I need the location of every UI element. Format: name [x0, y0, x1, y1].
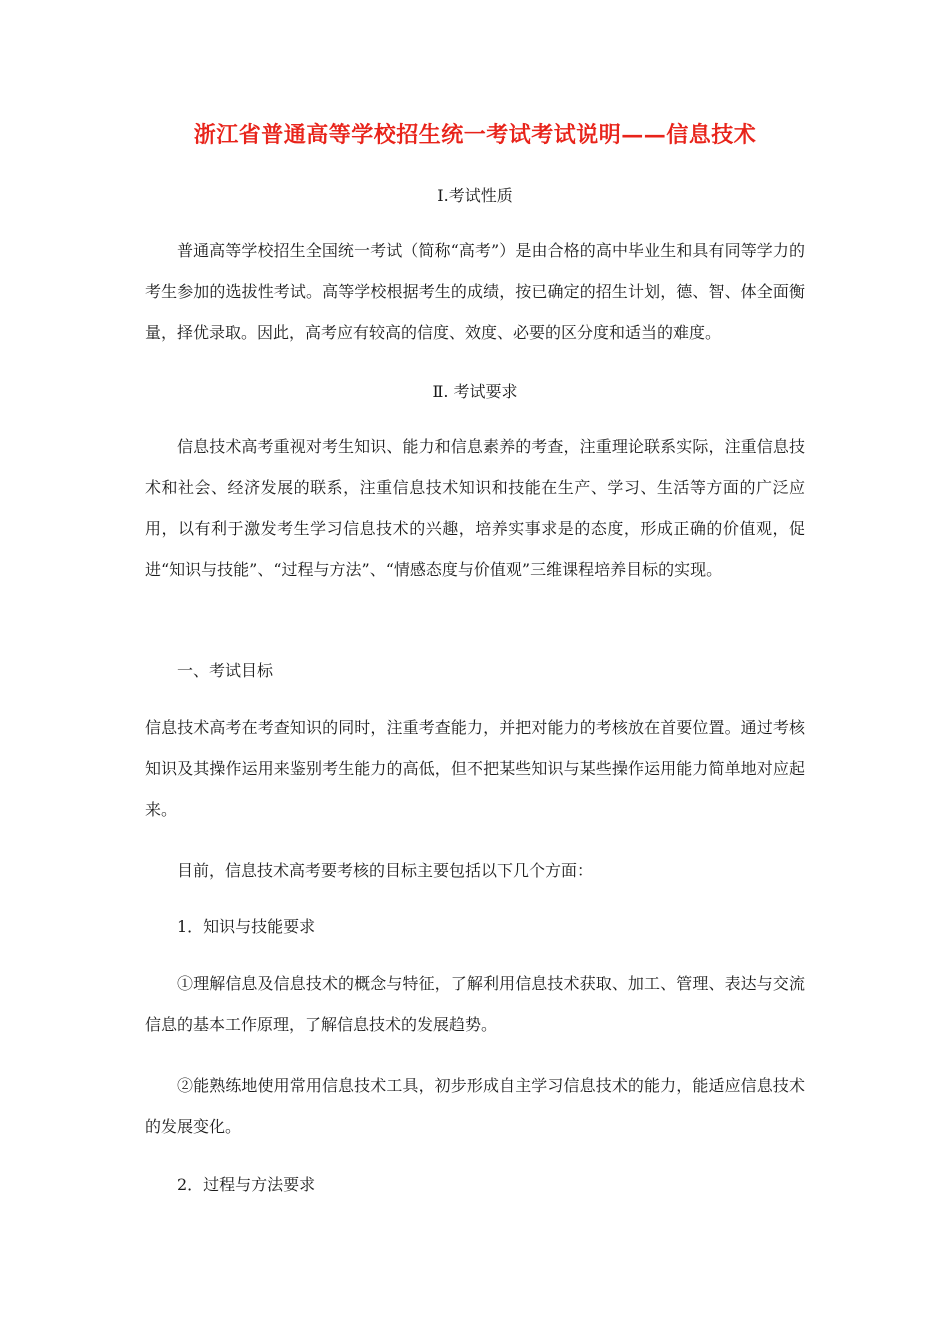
paragraph-exam-requirements: 信息技术高考重视对考生知识、能力和信息素养的考查，注重理论联系实际，注重信息技术和社会、经济发展的联系，注重信息技术知识和技能在生产、学习、生活等方面的广泛应用，以有利于激发考生学习信息技术的兴趣，培养实事求是的态度，形成正确的价值观，促进“知识与技能”、“过程与方法”、“情感态度与价值观”三维课程培养目标的实现。 — [145, 437, 805, 579]
section-heading-exam-nature: Ⅰ.考试性质 — [437, 186, 513, 205]
subsection-heading-exam-goals: 一、考试目标 — [177, 661, 274, 680]
section-heading-exam-requirements: Ⅱ. 考试要求 — [432, 382, 518, 401]
intro-line: 目前，信息技术高考要考核的目标主要包括以下几个方面： — [177, 861, 594, 880]
item-heading-process-methods: 2．过程与方法要求 — [177, 1175, 316, 1194]
document-title: 浙江省普通高等学校招生统一考试考试说明——信息技术 — [193, 122, 757, 148]
paragraph-knowledge-point-1: ①理解信息及信息技术的概念与特征，了解利用信息技术获取、加工、管理、表达与交流信息的基本工作原理，了解信息技术的发展趋势。 — [145, 974, 805, 1034]
paragraph-exam-nature: 普通高等学校招生全国统一考试（简称“高考”）是由合格的高中毕业生和具有同等学力的考生参加的选拔性考试。高等学校根据考生的成绩，按已确定的招生计划，德、智、体全面衡量，择优录取。因此，高考应有较高的信度、效度、必要的区分度和适当的难度。 — [145, 241, 805, 342]
paragraph-exam-goals: 信息技术高考在考查知识的同时，注重考查能力，并把对能力的考核放在首要位置。通过考核知识及其操作运用来鉴别考生能力的高低，但不把某些知识与某些操作运用能力简单地对应起来。 — [145, 718, 805, 819]
item-heading-knowledge-skills: 1．知识与技能要求 — [177, 917, 316, 936]
paragraph-knowledge-point-2: ②能熟练地使用常用信息技术工具，初步形成自主学习信息技术的能力，能适应信息技术的发展变化。 — [145, 1076, 805, 1136]
